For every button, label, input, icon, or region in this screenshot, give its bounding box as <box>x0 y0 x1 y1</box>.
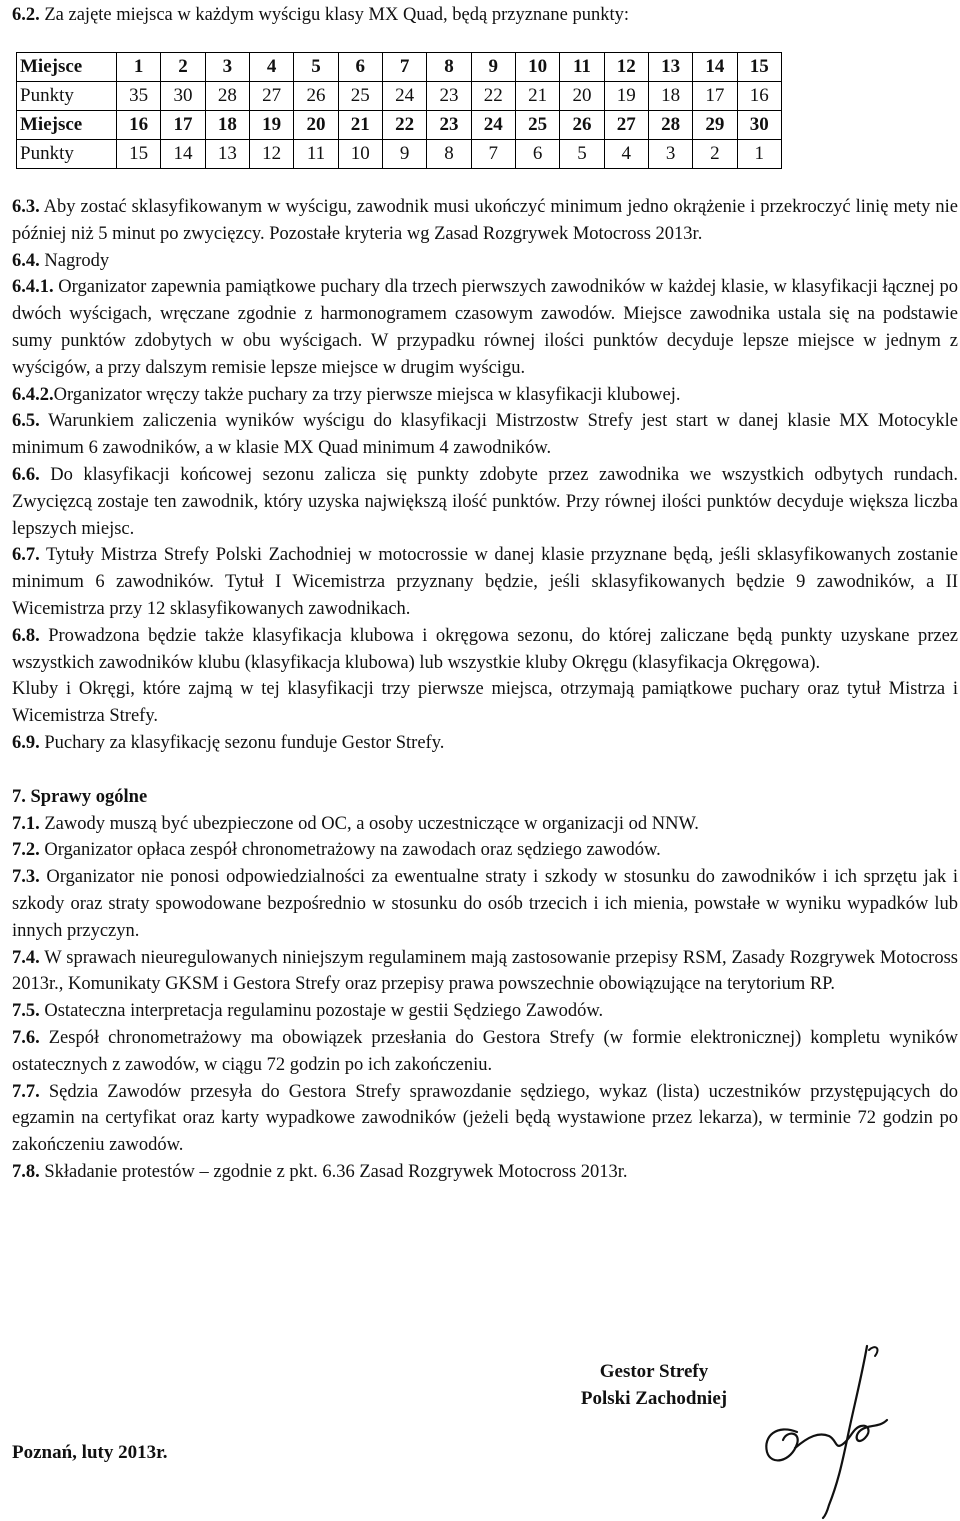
section-number: 7.3. <box>12 867 40 888</box>
section-text: Tytuły Mistrza Strefy Polski Zachodniej w motocrossie w danej klasie przyznane będą, jeśli sklasyfikowanych zostanie minimum 6 zawodników. Tytuł I Wicemistrza przyznany będzie, jeśli sklasyfikowanych będzie 9 zawodników, a II Wicemistrza przy 12 sklasyfikowanych zawodnikach. <box>12 545 958 619</box>
section-text: Puchary za klasyfikację sezonu funduje Gestor Strefy. <box>39 732 445 753</box>
section-6-2 <box>12 2 629 29</box>
points-cell: 20 <box>560 82 604 111</box>
section-text: Organizator zapewnia pamiątkowe puchary dla trzech pierwszych zawodników w każdej klasie, w klasyfikacji łącznej po dwóch wyścigach, wręczane zgodnie z harmonogramem czasowym zawodów. Miejsce zawodnika ustala się na podstawie sumy punktów zdobytych w obu wyścigach. W przypadku równej ilości punktów decyduje lepsze miejsce w jednym z wyścigów, a przy dalszym remisie lepsze miejsce w drugim wyścigu. <box>12 277 958 378</box>
points-cell: 19 <box>249 111 293 140</box>
section-text: Prowadzona będzie także klasyfikacja klubowa i okręgowa sezonu, do której zaliczane będą punkty uzyskane przez wszystkich zawodników klubu (klasyfikacja klubowa) lub wszystkie kluby Okręgu (klasyfikacja Okręgowa). <box>12 625 958 673</box>
paragraph <box>12 382 958 409</box>
paragraph <box>12 1079 958 1159</box>
points-cell: 24 <box>471 111 515 140</box>
points-cell: 24 <box>382 82 426 111</box>
points-cell: 26 <box>294 82 338 111</box>
points-cell: 6 <box>515 140 559 169</box>
points-cell: 10 <box>515 53 559 82</box>
points-cell: 28 <box>205 82 249 111</box>
section-number: 6.3. <box>12 197 40 217</box>
points-cell: 22 <box>382 111 426 140</box>
points-cell: 17 <box>161 111 205 140</box>
points-cell: 5 <box>294 53 338 82</box>
points-cell: 10 <box>338 140 382 169</box>
points-cell: 7 <box>471 140 515 169</box>
points-cell: 3 <box>205 53 249 82</box>
points-cell: 8 <box>427 53 471 82</box>
points-cell: 9 <box>471 53 515 82</box>
points-cell: 18 <box>205 111 249 140</box>
points-cell: 13 <box>205 140 249 169</box>
points-cell: 2 <box>161 53 205 82</box>
points-cell: 14 <box>161 140 205 169</box>
section-text: Za zajęte miejsca w każdym wyścigu klasy MX Quad, będą przyznane punkty: <box>39 5 629 25</box>
signatory-block <box>552 1358 756 1412</box>
row-label: Miejsce <box>17 111 117 140</box>
points-cell: 28 <box>648 111 692 140</box>
points-cell: 1 <box>737 140 781 169</box>
paragraph <box>12 998 958 1025</box>
document-body <box>12 194 958 1186</box>
paragraph <box>12 730 958 757</box>
points-cell: 15 <box>737 53 781 82</box>
points-cell: 27 <box>604 111 648 140</box>
section-7-heading: 7. Sprawy ogólne <box>12 786 148 807</box>
points-cell: 18 <box>648 82 692 111</box>
points-cell: 4 <box>604 140 648 169</box>
place-date: Poznań, luty 2013r. <box>12 1442 168 1463</box>
points-cell: 8 <box>427 140 471 169</box>
paragraph <box>12 945 958 999</box>
section-text: Do klasyfikacji końcowej sezonu zalicza się punkty zdobyte przez zawodnika we wszystkich odbytych rundach. Zwycięzcą zostaje ten zawodnik, który uzyska największą ilość punktów. Przy równej ilości punktów decyduje większa liczba lepszych miejsc. <box>12 464 958 539</box>
points-cell: 17 <box>693 82 737 111</box>
points-cell: 12 <box>604 53 648 82</box>
paragraph <box>12 864 958 944</box>
points-cell: 1 <box>117 53 161 82</box>
section-number: 6.2. <box>12 5 40 25</box>
paragraph <box>12 623 958 677</box>
points-row <box>17 140 782 169</box>
points-cell: 29 <box>693 111 737 140</box>
section-number: 6.7. <box>12 545 40 566</box>
section-text: W sprawach nieuregulowanych niniejszym regulaminem mają zastosowanie przepisy RSM, Zasady Rozgrywek Motocross 2013r., Komunikaty GKSM i Gestora Strefy oraz przepisy prawa powszechnie obowiązujące na terytorium RP. <box>12 947 958 995</box>
section-text: Kluby i Okręgi, które zajmą w tej klasyfikacji trzy pierwsze miejsca, otrzymają pamiątkowe puchary oraz tytuł Mistrza i Wicemistrza Strefy. <box>12 679 958 727</box>
paragraph <box>12 811 958 838</box>
points-cell: 15 <box>117 140 161 169</box>
section-number: 7.7. <box>12 1081 40 1102</box>
section-number: 6.4.1. <box>12 277 54 298</box>
section-text: Nagrody <box>39 250 110 271</box>
section-text: Zespół chronometrażowy ma obowiązek przesłania do Gestora Strefy (w formie elektronicznej) kompletu wyników ostatecznych z zawodów, w ciągu 72 godzin po ich zakończeniu. <box>12 1027 958 1075</box>
points-cell: 25 <box>515 111 559 140</box>
points-cell: 27 <box>249 82 293 111</box>
paragraph <box>12 1159 958 1186</box>
points-cell: 5 <box>560 140 604 169</box>
points-cell: 25 <box>338 82 382 111</box>
section-number: 6.5. <box>12 411 40 432</box>
section-number: 7.8. <box>12 1161 40 1182</box>
section-number: 7.1. <box>12 813 40 834</box>
points-cell: 6 <box>338 53 382 82</box>
points-cell: 14 <box>693 53 737 82</box>
points-table <box>16 52 782 169</box>
points-cell: 16 <box>117 111 161 140</box>
section-number: 6.8. <box>12 625 40 646</box>
section-text: Składanie protestów – zgodnie z pkt. 6.36 Zasad Rozgrywek Motocross 2013r. <box>39 1161 628 1182</box>
points-row <box>17 53 782 82</box>
section-text: Ostateczna interpretacja regulaminu pozostaje w gestii Sędziego Zawodów. <box>39 1001 604 1022</box>
section-number: 7.6. <box>12 1027 40 1048</box>
paragraph <box>12 1025 958 1079</box>
points-cell: 3 <box>648 140 692 169</box>
points-cell: 30 <box>161 82 205 111</box>
section-text: Aby zostać sklasyfikowanym w wyścigu, zawodnik musi ukończyć minimum jedno okrążenie i przekroczyć linię mety nie później niż 5 minut po zwycięzcy. Pozostałe kryteria wg Zasad Rozgrywek Motocross 2013r. <box>12 197 958 244</box>
paragraph <box>12 837 958 864</box>
section-text: Organizator wręczy także puchary za trzy pierwsze miejsca w klasyfikacji klubowej. <box>53 384 681 405</box>
points-cell: 23 <box>427 82 471 111</box>
paragraph <box>12 542 958 622</box>
points-cell: 19 <box>604 82 648 111</box>
section-number: 6.4. <box>12 250 40 271</box>
points-cell: 21 <box>515 82 559 111</box>
points-cell: 12 <box>249 140 293 169</box>
section-number: 7.4. <box>12 947 40 968</box>
paragraph <box>12 676 958 730</box>
points-cell: 35 <box>117 82 161 111</box>
points-cell: 20 <box>294 111 338 140</box>
section-text: Sędzia Zawodów przesyła do Gestora Strefy sprawozdanie sędziego, wykaz (lista) uczestników przystępujących do egzamin na certyfikat oraz karty wypadkowe zawodników (jeżeli będą wystawione przez lekarza), w terminie 72 godzin po zakończeniu zawodów. <box>12 1081 958 1156</box>
paragraph <box>12 248 958 275</box>
points-cell: 22 <box>471 82 515 111</box>
points-row <box>17 111 782 140</box>
section-number: 6.4.2. <box>12 384 54 405</box>
signatory-line-1: Gestor Strefy <box>599 1361 709 1382</box>
paragraph <box>12 408 958 462</box>
points-cell: 9 <box>382 140 426 169</box>
section-text: Zawody muszą być ubezpieczone od OC, a osoby uczestniczące w organizacji od NNW. <box>39 813 699 834</box>
paragraph <box>12 274 958 381</box>
row-label: Punkty <box>17 82 117 111</box>
points-cell: 26 <box>560 111 604 140</box>
section-number: 7.2. <box>12 840 40 861</box>
paragraph <box>12 462 958 542</box>
section-number: 6.9. <box>12 732 40 753</box>
points-cell: 11 <box>560 53 604 82</box>
points-cell: 13 <box>648 53 692 82</box>
points-cell: 7 <box>382 53 426 82</box>
paragraph <box>12 194 958 248</box>
section-number: 6.6. <box>12 464 40 485</box>
points-cell: 16 <box>737 82 781 111</box>
section-text: Warunkiem zaliczenia wyników wyścigu do klasyfikacji Mistrzostw Strefy jest start w danej klasie MX Motocykle minimum 6 zawodników, a w klasie MX Quad minimum 4 zawodników. <box>12 411 958 459</box>
section-text: Organizator opłaca zespół chronometrażowy na zawodach oraz sędziego zawodów. <box>39 840 661 861</box>
points-cell: 23 <box>427 111 471 140</box>
points-cell: 30 <box>737 111 781 140</box>
points-cell: 2 <box>693 140 737 169</box>
row-label: Punkty <box>17 140 117 169</box>
handwritten-signature <box>757 1340 907 1520</box>
points-cell: 21 <box>338 111 382 140</box>
section-number: 7.5. <box>12 1001 40 1022</box>
signatory-line-2: Polski Zachodniej <box>580 1388 728 1409</box>
points-row <box>17 82 782 111</box>
section-text: Organizator nie ponosi odpowiedzialności za ewentualne straty i szkody w stosunku do zawodników i ich sprzętu jak i szkody oraz straty spowodowane bezpośrednio w stosunku do osób trzecich i ich mienia, powstałe w wyniku wypadków lub innych przyczyn. <box>12 867 958 941</box>
row-label: Miejsce <box>17 53 117 82</box>
points-cell: 4 <box>249 53 293 82</box>
points-cell: 11 <box>294 140 338 169</box>
